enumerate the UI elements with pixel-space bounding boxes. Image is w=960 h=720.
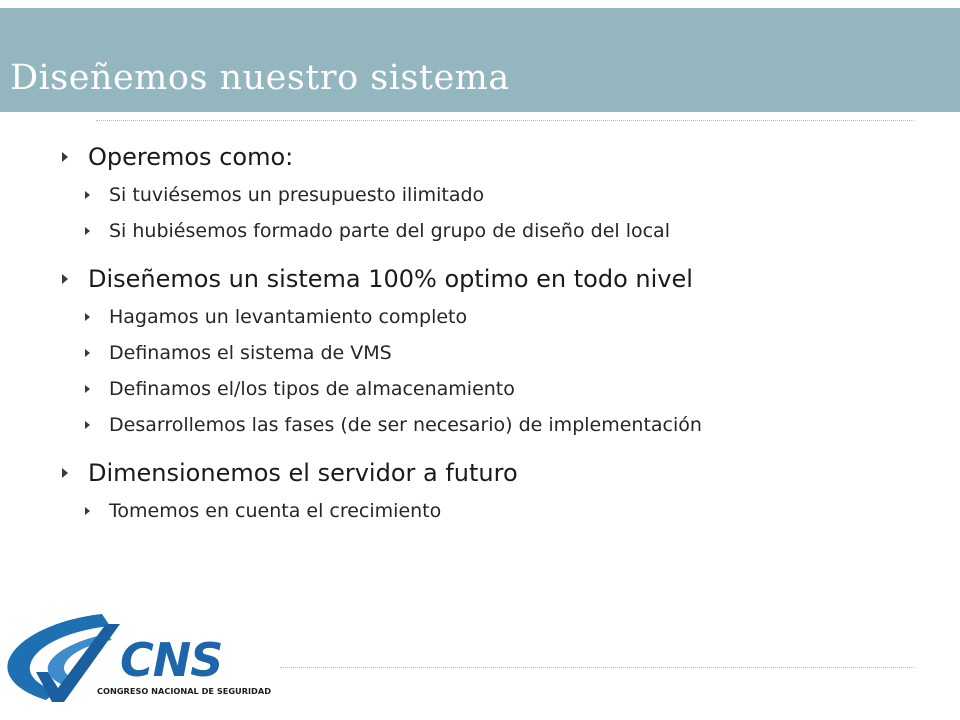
sub-bullet-item	[56, 407, 936, 443]
bullet-text: Operemos como:	[88, 143, 294, 171]
logo-wordmark: CNS	[120, 633, 223, 687]
bullet-item	[56, 259, 936, 299]
cns-logo	[2, 610, 278, 714]
bullet-item	[56, 453, 936, 493]
bullet-item	[56, 137, 936, 177]
bullet-list	[56, 137, 936, 529]
triangle-bullet-icon	[85, 385, 90, 393]
bullet-text: Dimensionemos el servidor a futuro	[88, 459, 518, 487]
triangle-bullet-icon	[62, 152, 68, 162]
logo-tagline: CONGRESO NACIONAL DE SEGURIDAD	[97, 686, 271, 696]
sub-bullet-item	[56, 213, 936, 249]
triangle-bullet-icon	[85, 421, 90, 429]
sub-bullet-text: Hagamos un levantamiento completo	[109, 306, 468, 328]
triangle-bullet-icon	[62, 468, 68, 478]
sub-bullet-item	[56, 299, 936, 335]
sub-bullet-text: Definamos el/los tipos de almacenamiento	[109, 378, 515, 400]
sub-bullet-text: Si tuviésemos un presupuesto ilimitado	[109, 184, 485, 206]
triangle-bullet-icon	[85, 313, 90, 321]
triangle-bullet-icon	[85, 507, 90, 515]
footer-divider	[280, 667, 914, 668]
sub-bullet-text: Definamos el sistema de VMS	[109, 342, 392, 364]
sub-bullet-item	[56, 335, 936, 371]
sub-bullet-item	[56, 177, 936, 213]
sub-bullet-text: Desarrollemos las fases (de ser necesario) de implementación	[109, 414, 702, 436]
sub-bullet-text: Tomemos en cuenta el crecimiento	[109, 500, 442, 522]
title-divider	[96, 120, 914, 121]
triangle-bullet-icon	[85, 349, 90, 357]
bullet-text: Diseñemos un sistema 100% optimo en todo nivel	[88, 265, 693, 293]
slide-title: Diseñemos nuestro sistema	[10, 58, 510, 98]
sub-bullet-item	[56, 371, 936, 407]
sub-bullet-item	[56, 493, 936, 529]
triangle-bullet-icon	[85, 227, 90, 235]
triangle-bullet-icon	[62, 274, 68, 284]
triangle-bullet-icon	[85, 191, 90, 199]
sub-bullet-text: Si hubiésemos formado parte del grupo de diseño del local	[109, 220, 670, 242]
